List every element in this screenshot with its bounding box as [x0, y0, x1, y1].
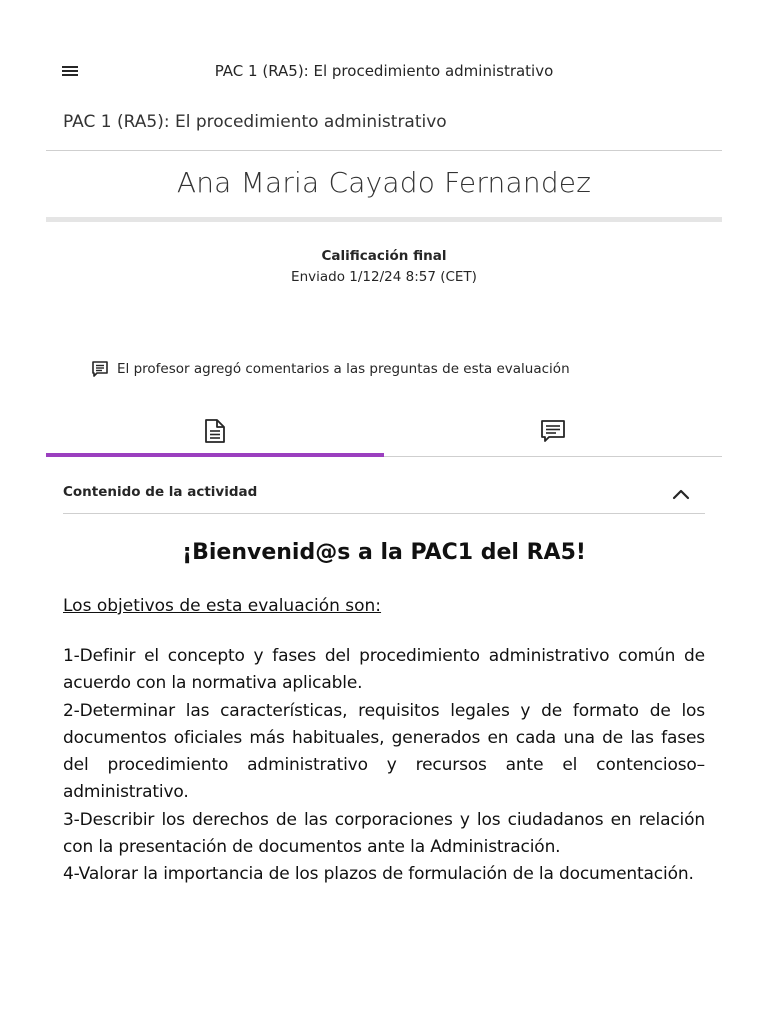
header-title: PAC 1 (RA5): El procedimiento administrativo: [214, 62, 554, 80]
objectives-list: [63, 643, 705, 889]
grade-label: Calificación final: [321, 248, 447, 264]
document-icon: [203, 418, 227, 444]
objective-item: 3-Describir los derechos de las corporaciones y los ciudadanos en relación con la presentación de documentos ante la Administración.: [63, 809, 705, 858]
welcome-heading: ¡Bienvenid@s a la PAC1 del RA5!: [182, 540, 586, 565]
tab-comments[interactable]: [384, 406, 722, 456]
chevron-up-icon[interactable]: [671, 486, 691, 502]
activity-content-header[interactable]: [63, 474, 705, 514]
objective-item: 2-Determinar las características, requisitos legales y de formato de los documentos oficiales más habituales, generados en cada una de las fases del procedimiento administrativo y recursos ante el contencioso–administrativo.: [63, 700, 705, 803]
section-label: Contenido de la actividad: [63, 484, 258, 500]
breadcrumb: PAC 1 (RA5): El procedimiento administrativo: [63, 112, 447, 132]
comment-icon: [91, 360, 109, 378]
tab-content[interactable]: [46, 406, 384, 456]
divider: [46, 150, 722, 151]
view-tabs: [46, 406, 722, 457]
comment-icon: [540, 418, 566, 444]
student-name: Ana Maria Cayado Fernandez: [176, 166, 592, 199]
objective-item: 1-Definir el concepto y fases del procedimiento administrativo común de acuerdo con la normativa aplicable.: [63, 646, 705, 694]
submitted-timestamp: Enviado 1/12/24 8:57 (CET): [291, 269, 477, 285]
divider: [46, 217, 722, 222]
objectives-heading: Los objetivos de esta evaluación son:: [63, 596, 382, 616]
feedback-notice: [91, 360, 570, 378]
feedback-notice-text: El profesor agregó comentarios a las preguntas de esta evaluación: [117, 361, 570, 377]
top-bar: [0, 52, 768, 92]
objective-item: 4-Valorar la importancia de los plazos de formulación de la documentación.: [63, 864, 694, 885]
